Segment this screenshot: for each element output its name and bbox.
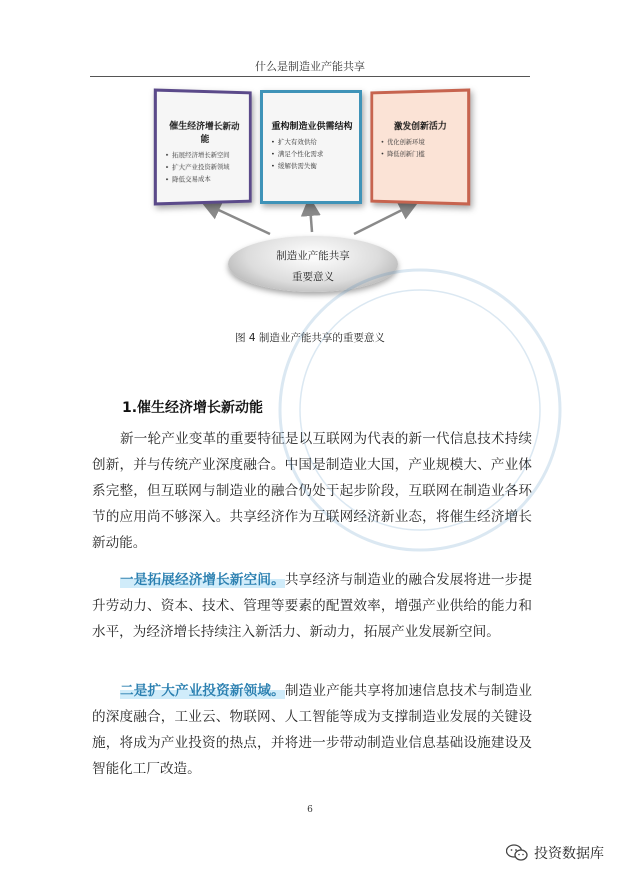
wechat-icon [506,844,528,862]
center-ellipse [228,236,398,292]
paragraph-expand-space [92,567,532,645]
panel-growth [154,88,252,205]
source-watermark [506,843,604,863]
panel-item: • 满足个性化需求 [271,148,353,160]
panel-innovation [370,88,470,205]
paragraph-text: 制造业产能共享将加速信息技术与制造业的深度融合，工业云、物联网、人工智能等成为支撑制造业发展的关键设施，将成为产业投资的热点，并将进一步带动制造业信息基础设施建设及智能化工厂改造。 [92,683,533,777]
header-rule [90,76,530,77]
panel-title: 催生经济增长新动能 [169,121,240,146]
arrow-right [354,206,410,234]
panel-title: 激发创新活力 [393,121,447,133]
watermark-text: 投资数据库 [534,846,604,862]
panel-supply-demand [260,90,362,204]
center-label-line1: 制造业产能共享 [276,250,350,262]
panel-item: • 缓解供需失衡 [271,160,353,172]
paragraph-lead: 一是拓展经济增长新空间。 [120,572,285,588]
paragraph-investment [92,678,532,782]
paragraph-intro: 新一轮产业变革的重要特征是以互联网为代表的新一代信息技术持续创新，并与传统产业深度融合。中国是制造业大国，产业规模大、产业体系完整，但互联网与制造业的融合仍处于起步阶段，互联网在制造业各环节的应用尚不够深入。共享经济作为互联网经济新业态，将催生经济增长新动能。 [92,431,532,551]
center-label-line2: 重要意义 [292,271,334,283]
panel-item: • 降低交易成本 [165,172,243,185]
paragraph-text: 共享经济与制造业的融合发展将进一步提升劳动力、资本、技术、管理等要素的配置效率，增强产业供给的能力和水平，为经济增长持续注入新活力、新动力，拓展产业发展新空间。 [92,572,533,640]
figure [140,86,480,306]
panel-item: • 拓展经济增长新空间 [165,149,243,161]
panel-item: • 优化创新环境 [381,136,461,148]
page-header-title: 什么是制造业产能共享 [255,60,365,73]
figure-caption: 图 4 制造业产能共享的重要意义 [235,332,385,344]
arrow-left [210,206,270,234]
panel-item: • 扩大有效供给 [271,136,353,148]
page-number: 6 [307,805,313,815]
section-heading: 1.催生经济增长新动能 [122,400,264,416]
panel-item: • 降低创新门槛 [381,148,461,160]
paragraph-lead: 二是扩大产业投资新领域。 [120,683,285,699]
arrow-center [310,206,312,232]
panel-item: • 扩大产业投资新领域 [165,161,243,174]
panel-title: 重构制造业供需结构 [271,122,353,132]
